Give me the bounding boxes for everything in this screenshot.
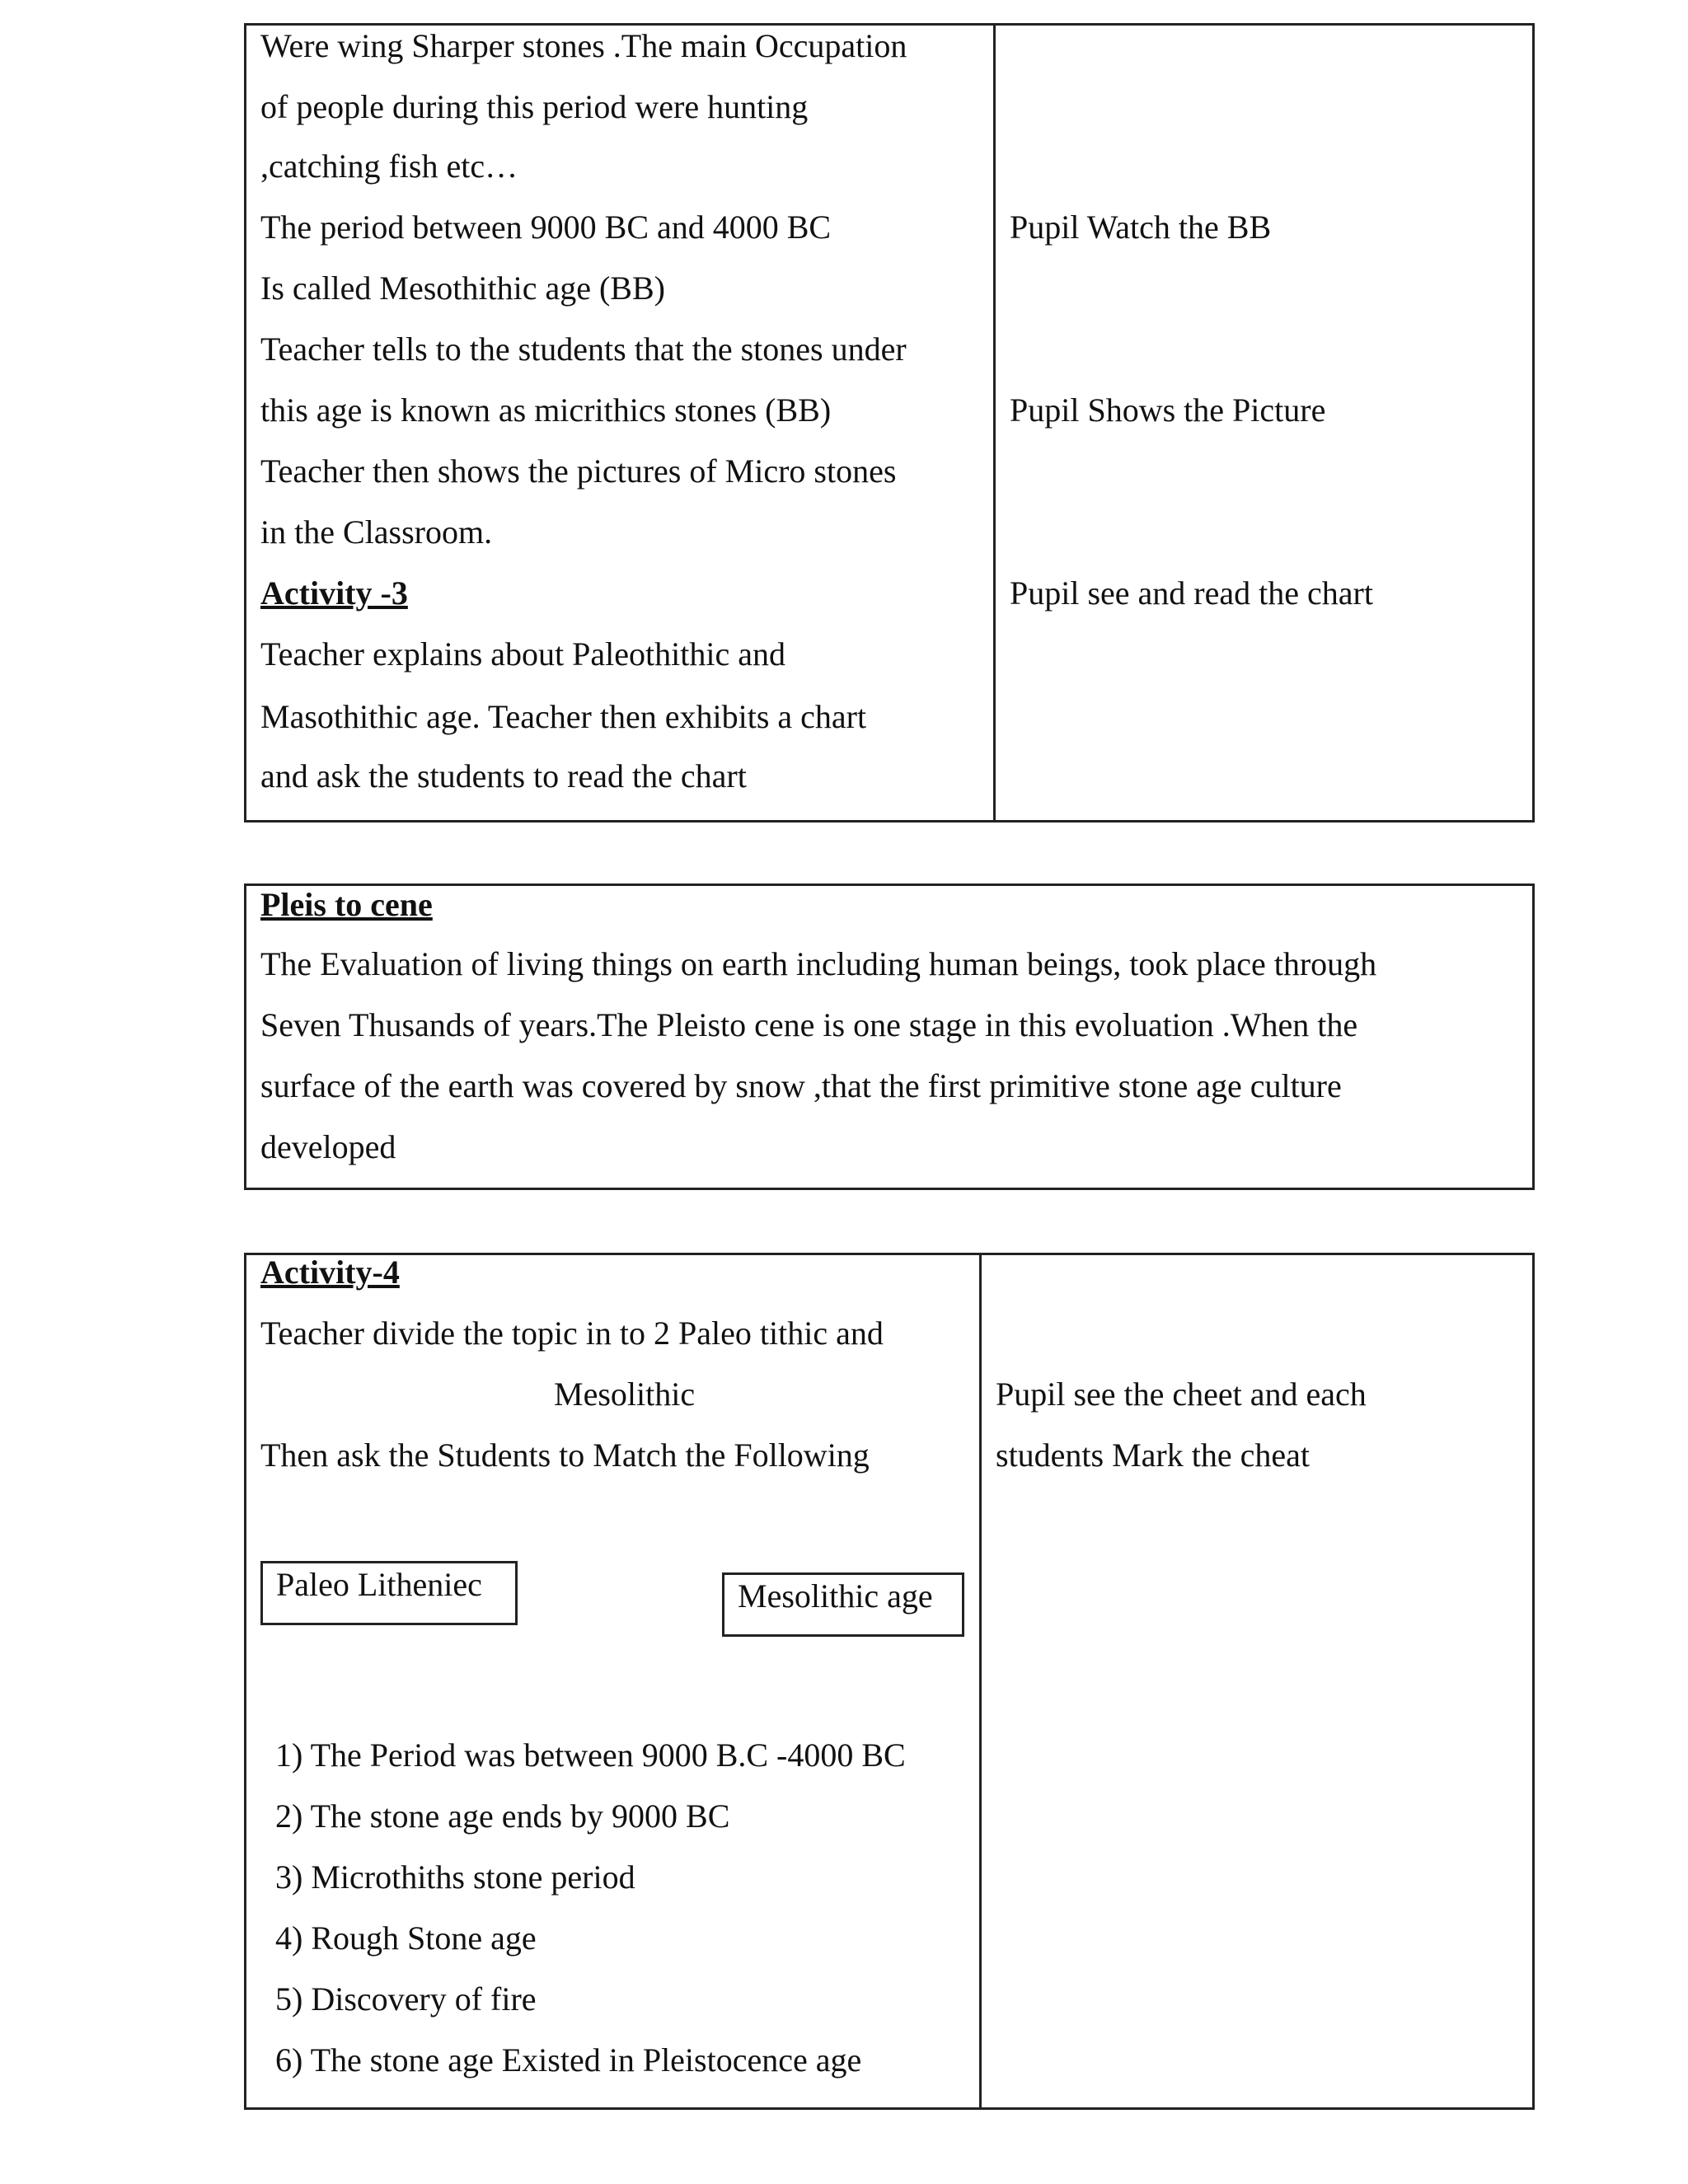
teacher-text-line: Were wing Sharper stones .The main Occupation	[260, 27, 907, 64]
activity-4-heading: Activity-4	[260, 1254, 400, 1291]
pleistocene-text-line: developed	[260, 1128, 396, 1165]
paleolithic-label-box	[260, 1561, 518, 1625]
teacher-text-line: ,catching fish etc…	[260, 148, 518, 185]
teacher-text-line: Teacher divide the topic in to 2 Paleo tithic and	[260, 1315, 884, 1352]
pleistocene-text-line: Seven Thusands of years.The Pleisto cene is one stage in this evoluation .When the	[260, 1006, 1358, 1043]
pupil-activity-text: Pupil Shows the Picture	[1010, 391, 1326, 429]
activity-3-heading: Activity -3	[260, 574, 408, 612]
pleistocene-text-line: surface of the earth was covered by snow ,that the first primitive stone age culture	[260, 1067, 1342, 1104]
pleistocene-heading: Pleis to cene	[260, 886, 433, 923]
teacher-text-line: Teacher tells to the students that the stones under	[260, 330, 907, 368]
match-item: 2) The stone age ends by 9000 BC	[275, 1797, 730, 1835]
mesolithic-label-box	[722, 1572, 964, 1637]
pupil-activity-text: Pupil see and read the chart	[1010, 574, 1373, 612]
table-4-column-divider	[979, 1253, 982, 2110]
match-item: 3) Microthiths stone period	[275, 1858, 635, 1896]
match-item: 4) Rough Stone age	[275, 1919, 537, 1957]
teacher-text-line: in the Classroom.	[260, 513, 493, 551]
teacher-text-line: of people during this period were hunting	[260, 88, 809, 125]
match-item: 1) The Period was between 9000 B.C -4000 BC	[275, 1736, 906, 1774]
teacher-text-line: Teacher then shows the pictures of Micro stones	[260, 452, 897, 490]
pupil-activity-text: Pupil see the cheet and each	[996, 1376, 1367, 1413]
teacher-text-line: The period between 9000 BC and 4000 BC	[260, 209, 832, 246]
match-item: 6) The stone age Existed in Pleistocence age	[275, 2041, 862, 2079]
pupil-activity-text: students Mark the cheat	[996, 1436, 1310, 1474]
table-1-column-divider	[993, 23, 996, 823]
teacher-text-line: Teacher explains about Paleothithic and	[260, 635, 785, 673]
teacher-text-line: this age is known as micrithics stones (BB)	[260, 391, 832, 429]
pleistocene-text-line: The Evaluation of living things on earth including human beings, took place through	[260, 945, 1377, 982]
match-item: 5) Discovery of fire	[275, 1980, 537, 2018]
mesolithic-label: Mesolithic age	[738, 1577, 933, 1615]
teacher-text-line: and ask the students to read the chart	[260, 757, 747, 794]
teacher-text-line: Is called Mesothithic age (BB)	[260, 269, 665, 307]
pupil-activity-text: Pupil Watch the BB	[1010, 209, 1272, 246]
teacher-text-line: Then ask the Students to Match the Following	[260, 1436, 870, 1474]
teacher-text-line: Masothithic age. Teacher then exhibits a chart	[260, 698, 867, 735]
teacher-text-line: Mesolithic	[554, 1376, 696, 1413]
paleolithic-label: Paleo Litheniec	[276, 1566, 482, 1603]
